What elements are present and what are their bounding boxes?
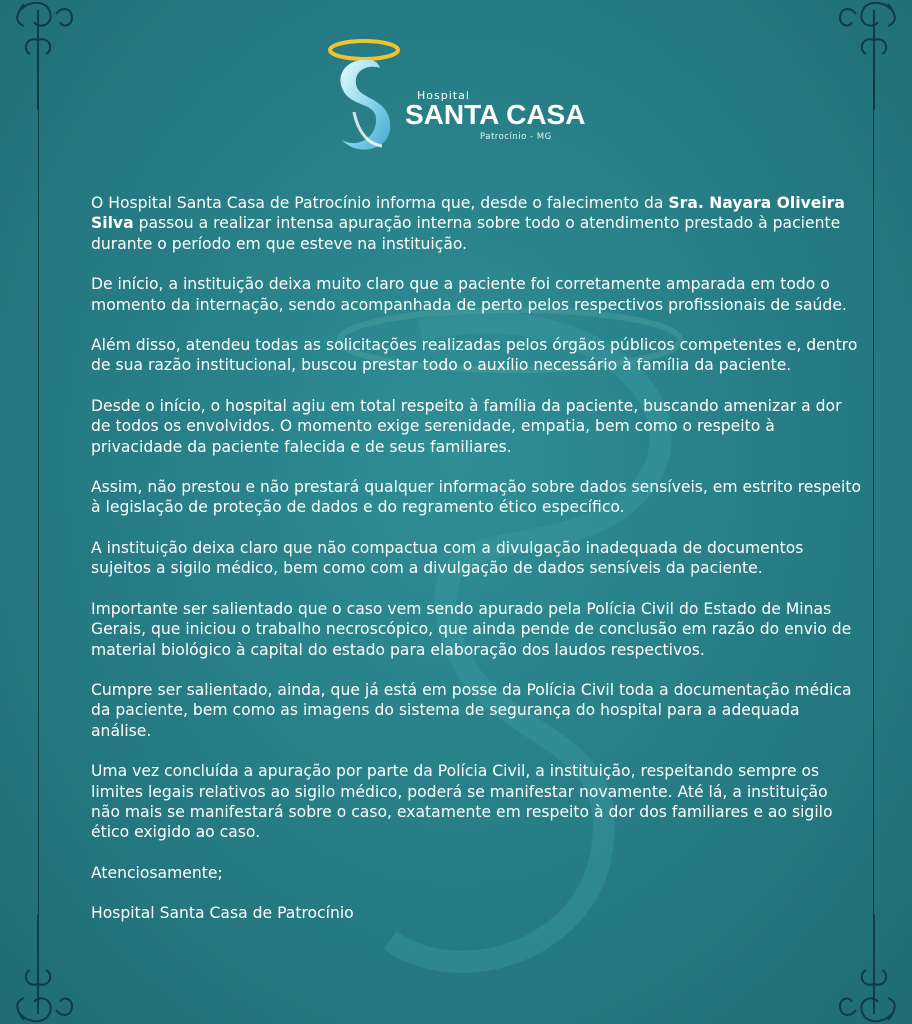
paragraph-text: O Hospital Santa Casa de Patrocínio informa que, desde o falecimento da — [91, 194, 669, 212]
paragraph: Uma vez concluída a apuração por parte da Polícia Civil, a instituição, respeitando sempre os limites legais relativos ao sigilo médico, poderá se manifestar novamente. Até lá, a instituição não mais se manifestará sobre o caso, exatamente em respeito à dor dos familiares e ao sigilo ético exigido ao caso. — [91, 762, 833, 842]
closing-salutation: Atenciosamente; — [91, 863, 223, 882]
santa-casa-logo-icon — [328, 36, 403, 158]
logo-hospital-name: SANTA CASA — [405, 99, 586, 130]
statement-body — [91, 193, 861, 944]
paragraph: De início, a instituição deixa muito claro que a paciente foi corretamente amparada em todo o momento da internação, sendo acompanhada de perto pelos respectivos profissionais de saúde. — [91, 275, 847, 314]
right-border-line — [873, 92, 874, 972]
paragraph: Desde o início, o hospital agiu em total respeito à família da paciente, buscando amenizar a dor de todos os envolvidos. O momento exige serenidade, empatia, bem como o respeito à privacidade da paciente falecida e de seus familiares. — [91, 396, 842, 456]
paragraph-text: passou a realizar intensa apuração interna sobre todo o atendimento prestado à paciente durante o período em que esteve na instituição. — [91, 214, 841, 253]
corner-ornament-icon — [0, 0, 80, 110]
logo-hospital-label: Hospital — [417, 89, 470, 102]
hospital-logo — [328, 36, 588, 158]
corner-ornament-icon — [0, 914, 80, 1024]
corner-ornament-icon — [832, 0, 912, 110]
paragraph: Além disso, atendeu todas as solicitações realizadas pelos órgãos públicos competentes e, dentro de sua razão institucional, buscou prestar todo o auxílio necessário à família da paciente. — [91, 336, 858, 375]
patient-name: Sra. Nayara Oliveira Silva — [91, 194, 845, 233]
signature: Hospital Santa Casa de Patrocínio — [91, 904, 354, 923]
paragraph: A instituição deixa claro que não compactua com a divulgação inadequada de documentos sujeitos a sigilo médico, bem como com a divulgação de dados sensíveis da paciente. — [91, 538, 804, 578]
paragraph: Cumpre ser salientado, ainda, que já está em posse da Polícia Civil toda a documentação médica da paciente, bem como as imagens do sistema de segurança do hospital para a adequada análise. — [91, 680, 852, 740]
left-border-line — [38, 92, 39, 972]
paragraph: Assim, não prestou e não prestará qualquer informação sobre dados sensíveis, em estrito respeito à legislação de proteção de dados e do regramento ético específico. — [91, 478, 862, 517]
paragraph: Importante ser salientado que o caso vem sendo apurado pela Polícia Civil do Estado de Minas Gerais, que iniciou o trabalho necroscópico, que ainda pende de conclusão em razão do envio de material biológico à capital do estado para elaboração dos laudos respectivos. — [91, 599, 852, 659]
logo-city-label: Patrocínio - MG — [480, 132, 552, 142]
paragraph — [91, 193, 861, 254]
